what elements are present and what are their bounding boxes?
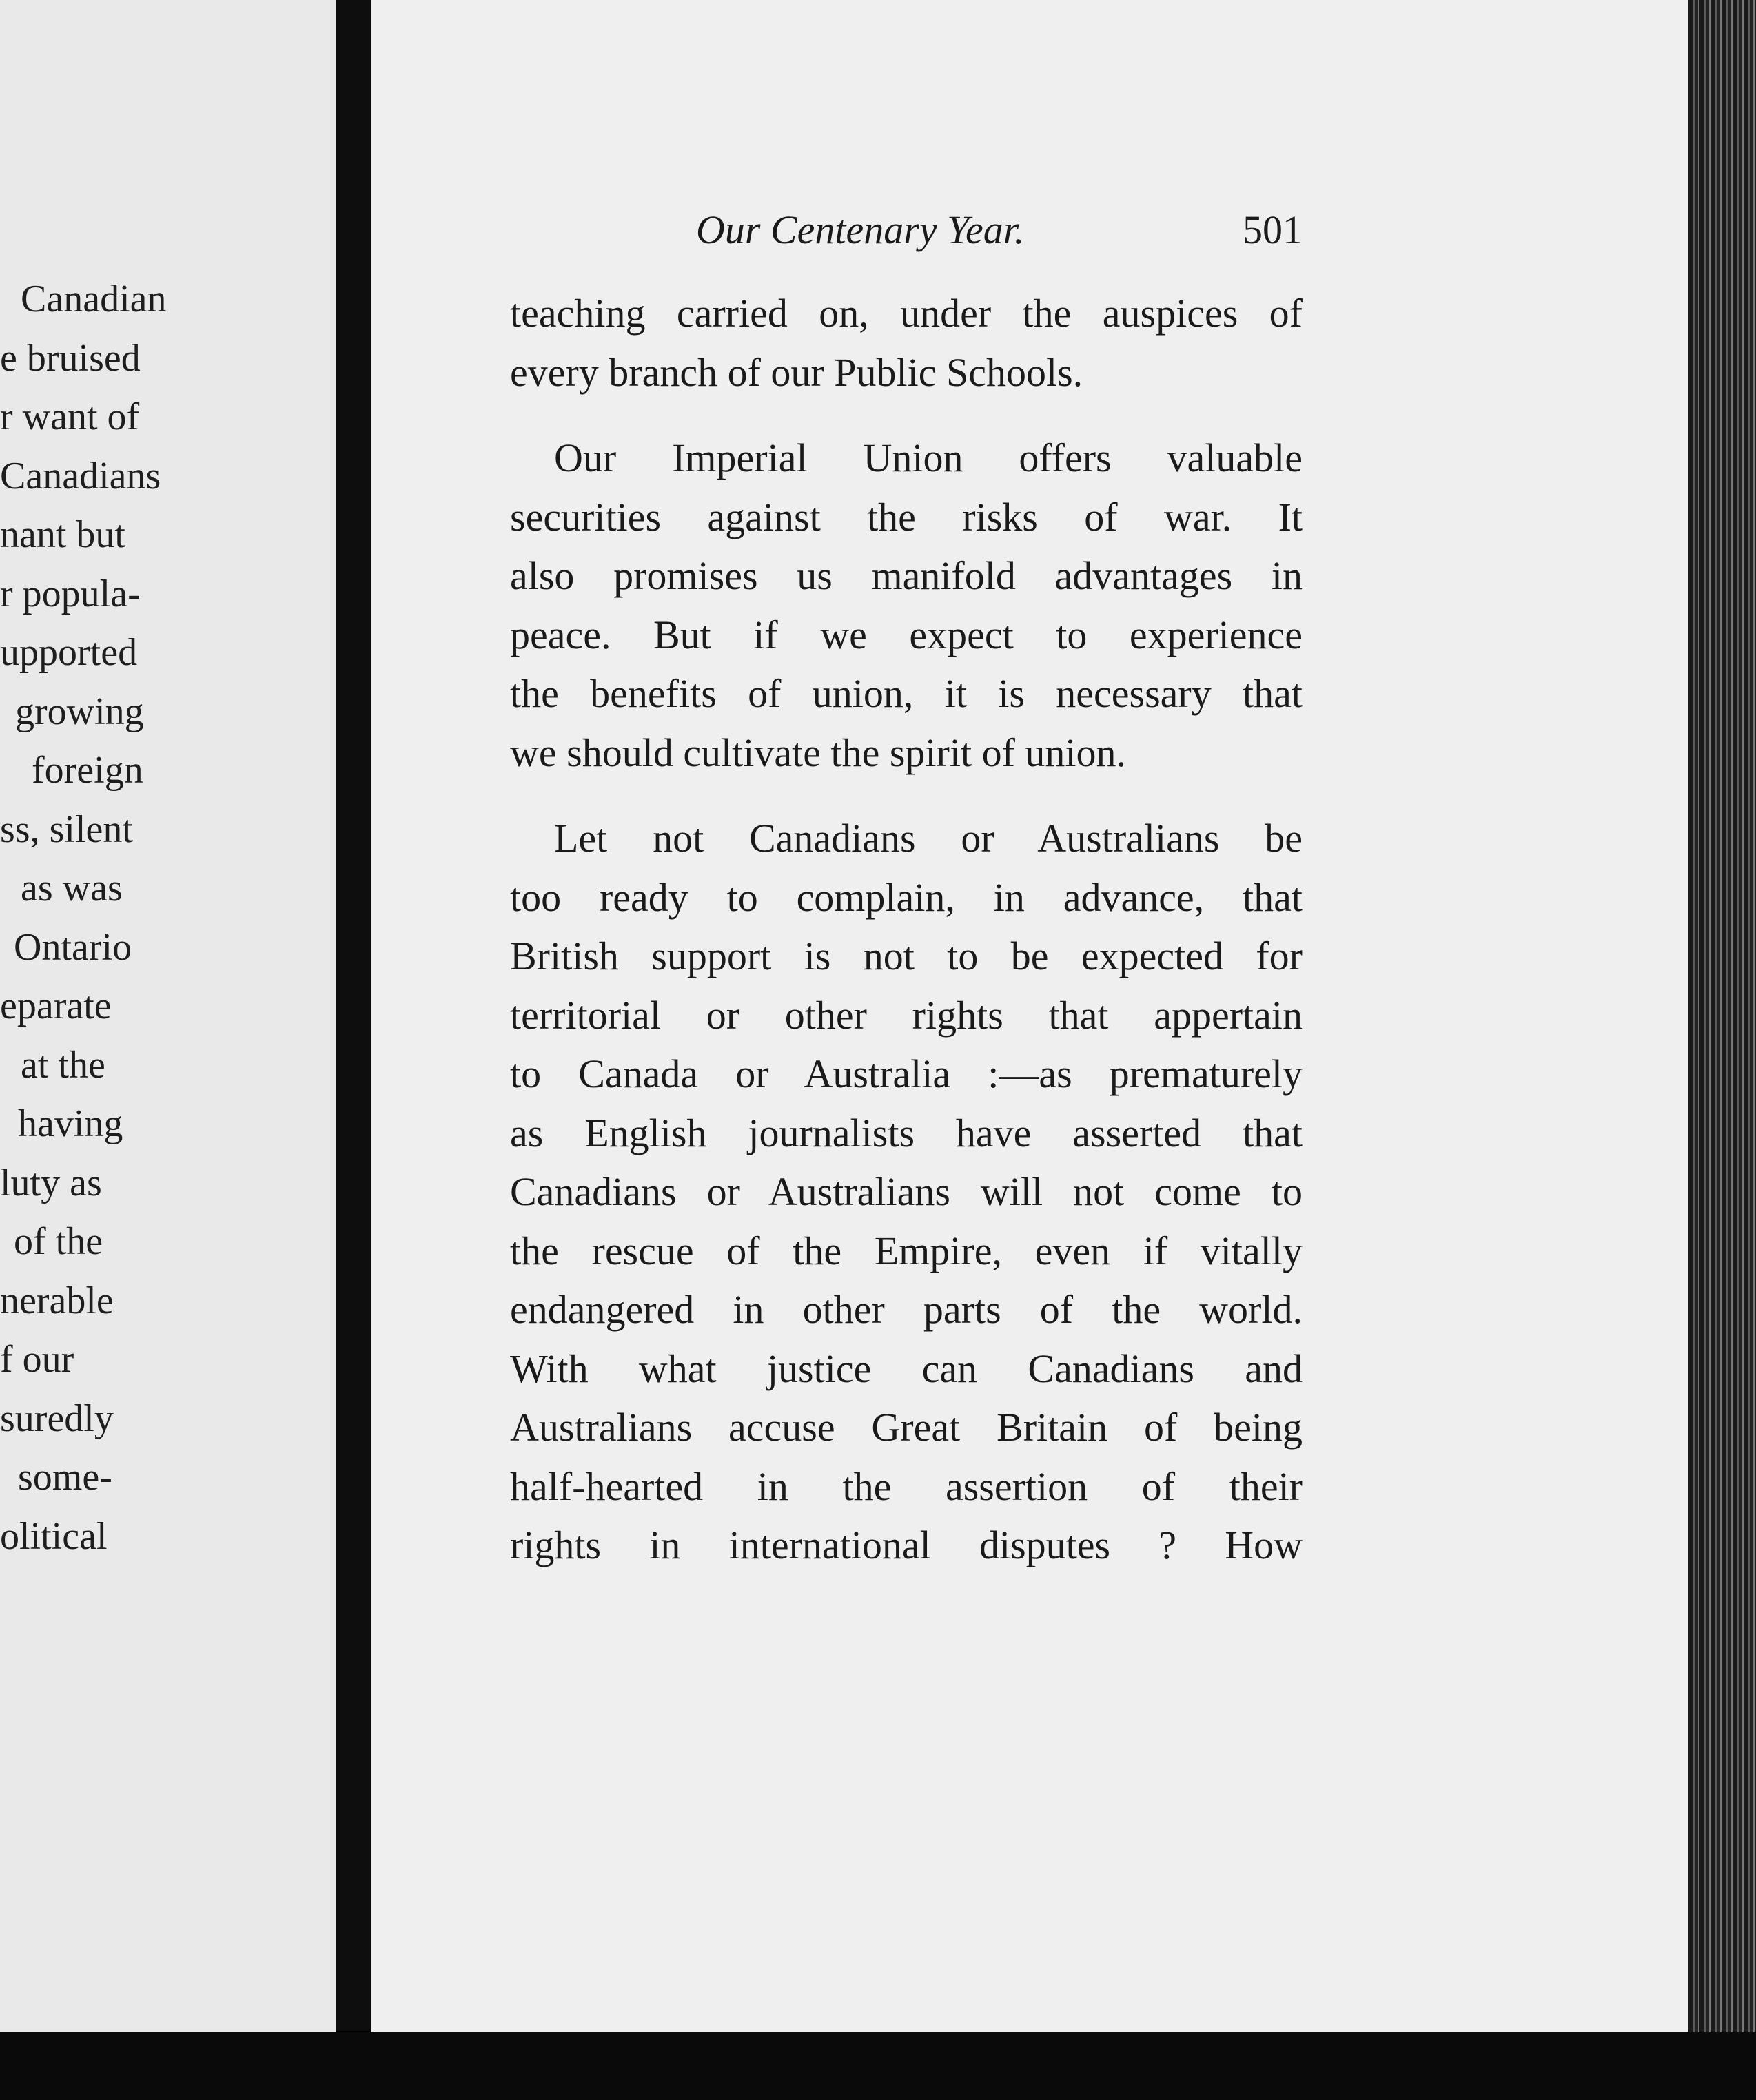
left-line: at the bbox=[21, 1043, 105, 1087]
left-line: luty as bbox=[0, 1161, 102, 1204]
left-line: suredly bbox=[0, 1397, 114, 1440]
text-line: teaching carried on, under the auspices of bbox=[510, 291, 1303, 336]
left-line: r popula- bbox=[0, 572, 141, 615]
book-gutter bbox=[336, 0, 371, 2031]
scan-border bbox=[0, 2032, 1756, 2100]
text-line: endangered in other parts of the world. bbox=[510, 1287, 1303, 1332]
text-line: also promises us manifold advantages in bbox=[510, 553, 1303, 598]
text-line: rights in international disputes ? How bbox=[510, 1523, 1303, 1567]
text-line: Australians accuse Great Britain of being bbox=[510, 1405, 1303, 1450]
left-line: foreign bbox=[32, 749, 143, 792]
left-line: growing bbox=[15, 690, 144, 733]
text-line: territorial or other rights that appertain bbox=[510, 992, 1303, 1038]
left-line: Canadians bbox=[0, 454, 161, 497]
text-line: as English journalists have asserted that bbox=[510, 1110, 1303, 1155]
left-line: e bruised bbox=[0, 336, 141, 380]
text-line: we should cultivate the spirit of union. bbox=[510, 730, 1127, 775]
text-line: With what justice can Canadians and bbox=[510, 1346, 1303, 1391]
text-line: British support is not to be expected for bbox=[510, 934, 1303, 978]
left-line: f our bbox=[0, 1338, 74, 1381]
left-page bbox=[0, 0, 336, 2059]
left-line: olitical bbox=[0, 1514, 108, 1558]
text-line: every branch of our Public Schools. bbox=[510, 349, 1083, 395]
text-line: to Canada or Australia :—as prematurely bbox=[510, 1051, 1303, 1096]
text-line: the benefits of union, it is necessary that bbox=[510, 671, 1303, 716]
left-line: eparate bbox=[0, 985, 112, 1027]
text-line: half-hearted in the assertion of their bbox=[510, 1463, 1303, 1509]
text-line: securities against the risks of war. It bbox=[510, 494, 1303, 539]
text-line: the rescue of the Empire, even if vitally bbox=[510, 1228, 1303, 1273]
text-line: too ready to complain, in advance, that bbox=[510, 874, 1303, 920]
left-line: of the bbox=[14, 1220, 103, 1263]
page-edges bbox=[1688, 0, 1756, 2100]
text-line: Let not Canadians or Australians be bbox=[554, 816, 1303, 861]
left-line: having bbox=[18, 1102, 123, 1145]
body-text bbox=[510, 284, 1303, 1575]
page-number: 501 bbox=[1243, 207, 1303, 252]
running-head bbox=[696, 207, 1303, 262]
paragraph-gap bbox=[510, 402, 1303, 429]
text-line: Our Imperial Union offers valuable bbox=[554, 435, 1303, 480]
left-line: Ontario bbox=[14, 925, 132, 969]
left-line: r want of bbox=[0, 395, 140, 438]
running-head-title: Our Centenary Year. bbox=[696, 207, 1025, 252]
left-line: nant but bbox=[0, 513, 125, 556]
left-line: as was bbox=[21, 867, 123, 909]
left-page-text bbox=[0, 270, 324, 1566]
left-line: upported bbox=[0, 631, 138, 674]
left-line: ss, silent bbox=[0, 807, 133, 851]
text-line: Canadians or Australians will not come to bbox=[510, 1169, 1303, 1214]
paragraph-gap bbox=[510, 782, 1303, 809]
text-line: peace. But if we expect to experience bbox=[510, 612, 1303, 657]
left-line: some- bbox=[18, 1456, 112, 1499]
left-line: Canadian bbox=[21, 278, 167, 320]
left-line: nerable bbox=[0, 1279, 114, 1322]
